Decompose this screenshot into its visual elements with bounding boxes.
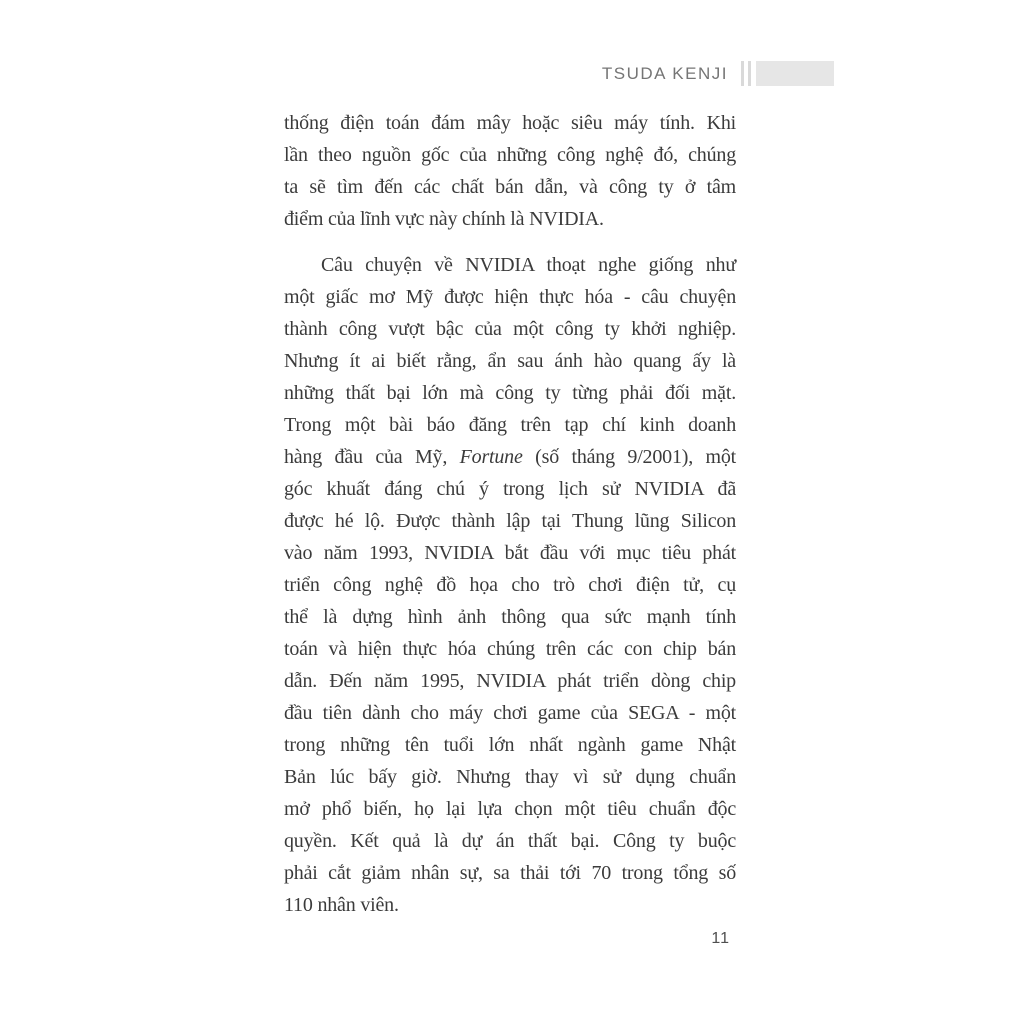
text-line: quyền. Kết quả là dự án thất bại. Công ty buộc [284,830,736,852]
header-accent-stripe-icon [748,61,751,86]
text-line: Nhưng ít ai biết rằng, ẩn sau ánh hào quang ấy là [284,350,736,372]
text-line: thể là dựng hình ảnh thông qua sức mạnh tính [284,606,736,628]
text-line: phải cắt giảm nhân sự, sa thải tới 70 trong tổng số [284,862,736,884]
page-number: 11 [711,930,730,947]
text-line: lần theo nguồn gốc của những công nghệ đó, chúng [284,144,736,166]
text-line: Câu chuyện về NVIDIA thoạt nghe giống như [321,254,736,276]
text-line: đầu tiên dành cho máy chơi game của SEGA - một [284,702,736,724]
header-accent-stripe-icon [741,61,744,86]
text-line: ta sẽ tìm đến các chất bán dẫn, và công ty ở tâm [284,176,736,198]
text-line: 110 nhân viên. [284,894,399,916]
text-line: thành công vượt bậc của một công ty khởi nghiệp. [284,318,736,340]
text-line: được hé lộ. Được thành lập tại Thung lũng Silicon [284,510,736,532]
paragraph-1 [284,107,736,235]
text-line: trong những tên tuổi lớn nhất ngành game Nhật [284,734,736,756]
paragraph-2 [284,249,736,921]
text-line: một giấc mơ Mỹ được hiện thực hóa - câu chuyện [284,286,736,308]
text-line: toán và hiện thực hóa chúng trên các con chip bán [284,638,736,660]
header-accent-block-icon [756,61,834,86]
text-line: những thất bại lớn mà công ty từng phải đối mặt. [284,382,736,404]
text-line: thống điện toán đám mây hoặc siêu máy tính. Khi [284,112,736,134]
text-line: Trong một bài báo đăng trên tạp chí kinh doanh [284,414,736,436]
text-segment: hàng đầu của Mỹ, [284,446,460,468]
text-line: triển công nghệ đồ họa cho trò chơi điện tử, cụ [284,574,736,596]
page-body [284,107,736,949]
magazine-title-italic: Fortune [459,446,523,468]
text-line: vào năm 1993, NVIDIA bắt đầu với mục tiêu phát [284,542,736,564]
text-line: Bản lúc bấy giờ. Nhưng thay vì sử dụng chuẩn [284,766,736,788]
text-line: mở phổ biến, họ lại lựa chọn một tiêu chuẩn độc [284,798,736,820]
text-segment: (số tháng 9/2001), một [522,446,736,468]
running-header-title: TSUDA KENJI [601,63,728,83]
text-line: điểm của lĩnh vực này chính là NVIDIA. [284,208,604,230]
text-line: góc khuất đáng chú ý trong lịch sử NVIDIA đã [284,478,736,500]
text-line: dẫn. Đến năm 1995, NVIDIA phát triển dòng chip [284,670,736,692]
text-line-with-italic [284,441,736,473]
running-header [602,61,834,86]
